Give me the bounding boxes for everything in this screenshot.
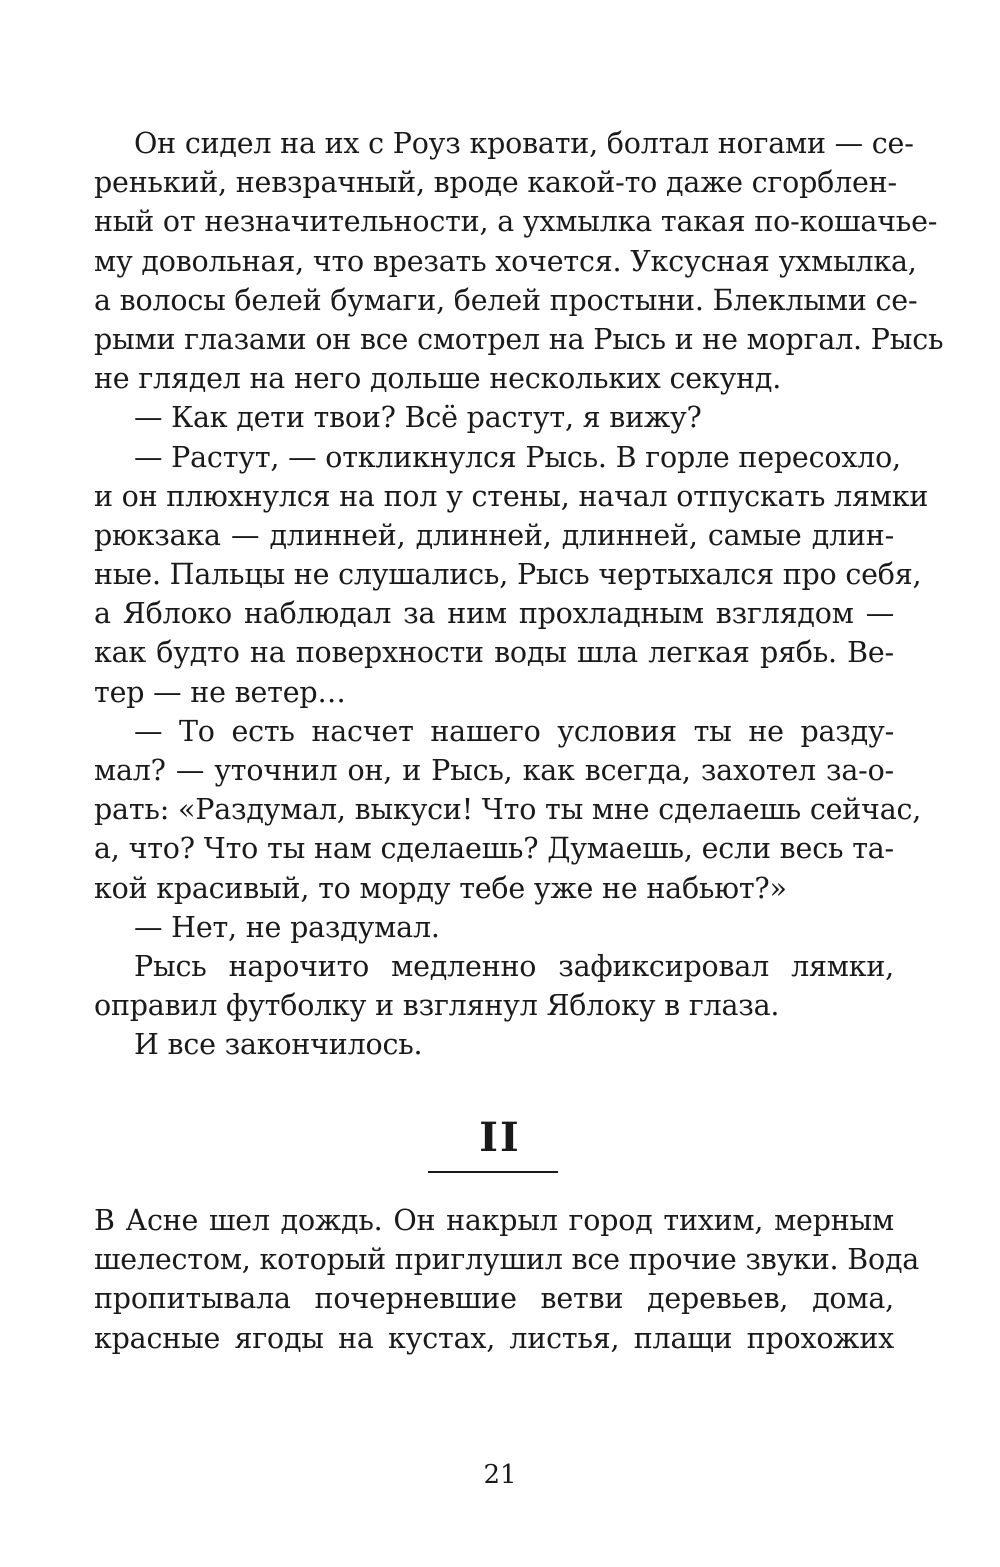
text-line: кой красивый, то морду тебе уже не набьют?» xyxy=(94,871,787,905)
text-line: му довольная, что врезать хочется. Уксусная ухмылка, xyxy=(94,244,917,278)
text-line: рыми глазами он все смотрел на Рысь и не моргал. Рысь xyxy=(94,322,944,356)
text-line: рать: «Раздумал, выкуси! Что ты мне сделаешь сейчас, xyxy=(94,793,922,827)
text-line: — То есть насчет нашего условия ты не разду- xyxy=(134,714,894,748)
text-line: — Растут, — откликнулся Рысь. В горле пересохло, xyxy=(134,440,901,474)
text-line: ренький, невзрачный, вроде какой-то даже сгорблен- xyxy=(94,166,897,200)
text-line: Он сидел на их с Роуз кровати, болтал ногами — се- xyxy=(134,127,914,160)
text-line: а Яблоко наблюдал за ним прохладным взглядом — xyxy=(94,597,894,631)
text-line: оправил футболку и взглянул Яблоку в глаза. xyxy=(94,989,780,1023)
text-line: — Нет, не раздумал. xyxy=(134,910,440,944)
text-line: тер — не ветер… xyxy=(94,675,346,709)
text-line: ный от незначительности, а ухмылка такая по-кошачье- xyxy=(94,205,938,239)
text-line: В Асне шел дождь. Он накрыл город тихим, мерным xyxy=(94,1204,894,1237)
page-number: 21 xyxy=(483,1460,517,1490)
chapter-heading: II xyxy=(479,1114,521,1161)
text-line: пропитывала почерневшие ветви деревьев, дома, xyxy=(94,1282,894,1316)
text-line: и он плюхнулся на пол у стены, начал отпускать лямки xyxy=(94,479,929,513)
text-line: шелестом, который приглушил все прочие звуки. Вода xyxy=(94,1243,920,1277)
text-line: рюкзака — длинней, длинней, длинней, самые длин- xyxy=(94,518,894,552)
text-line: а, что? Что ты нам сделаешь? Думаешь, если весь та- xyxy=(94,832,894,866)
text-line: ные. Пальцы не слушались, Рысь чертыхался про себя, xyxy=(94,558,922,592)
text-line: как будто на поверхности воды шла легкая рябь. Ве- xyxy=(94,636,894,670)
page-text-block xyxy=(94,124,944,1065)
text-line: не глядел на него дольше нескольких секунд. xyxy=(94,362,782,396)
text-line: — Как дети твои? Всё растут, я вижу? xyxy=(134,401,702,435)
text-line: И все закончилось. xyxy=(134,1028,423,1062)
text-line: Рысь нарочито медленно зафиксировал лямки, xyxy=(134,949,894,983)
chapter-divider xyxy=(428,1171,558,1173)
chapter-text-block xyxy=(94,1201,920,1358)
text-line: мал? — уточнил он, и Рысь, как всегда, захотел за-о- xyxy=(94,754,894,787)
text-line: а волосы белей бумаги, белей простыни. Блеклыми се- xyxy=(94,283,918,317)
text-line: красные ягоды на кустах, листья, плащи прохожих xyxy=(94,1321,894,1355)
